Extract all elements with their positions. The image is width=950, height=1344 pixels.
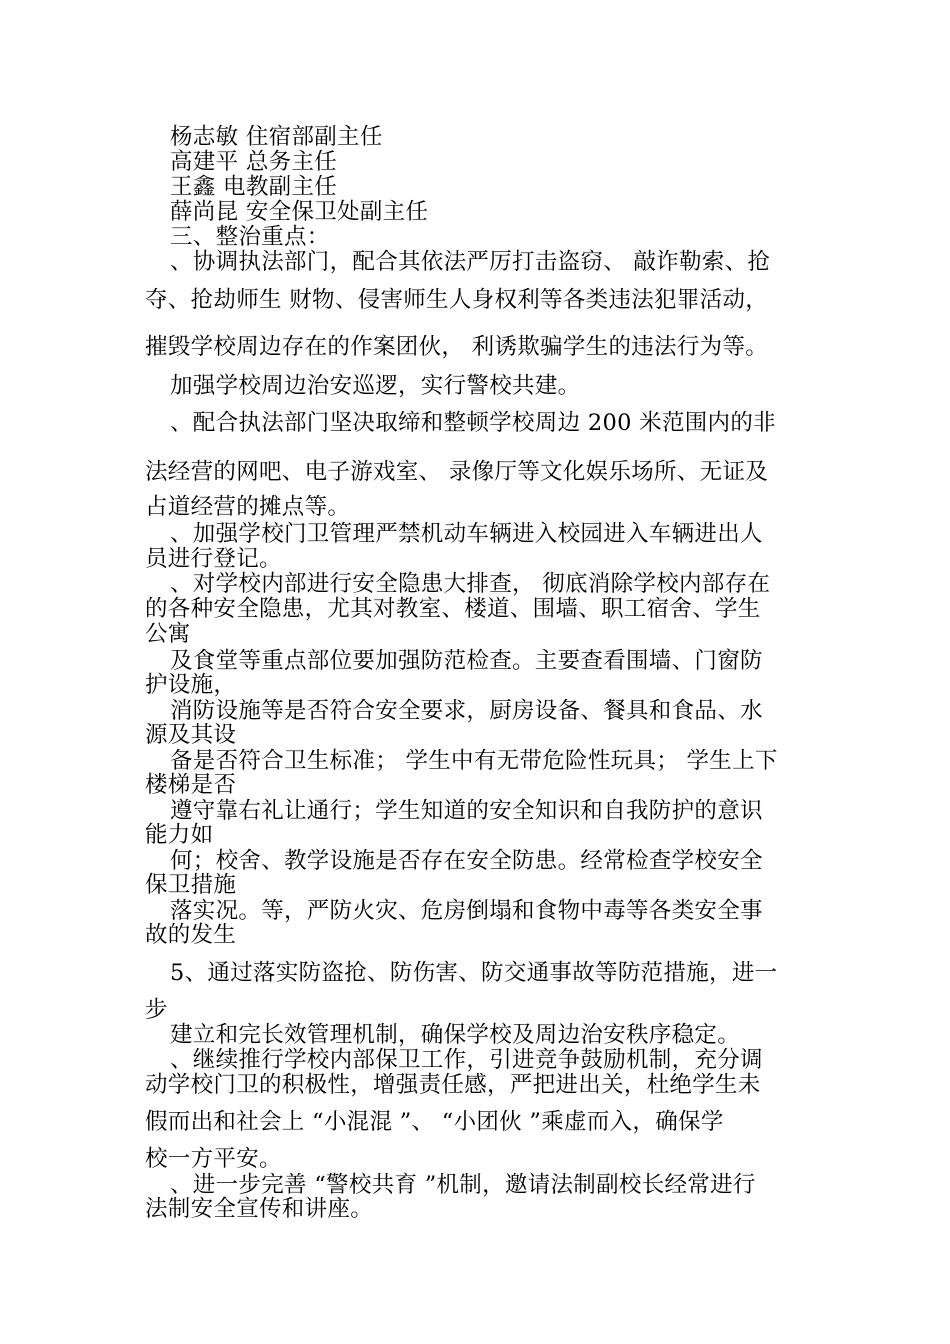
text-line: 护设施， — [145, 672, 237, 698]
text-line: 法经营的网吧、电子游戏室、 录像厅等文化娱乐场所、无证及 — [145, 459, 769, 485]
text-line: 王鑫 电教副主任 — [170, 174, 338, 200]
text-line: 校一方平安。 — [145, 1146, 282, 1172]
text-line: 薛尚昆 安全保卫处副主任 — [170, 199, 429, 225]
text-line: 、配合执法部门坚决取缔和整顿学校周边 200 米范围内的非 — [170, 410, 776, 436]
text-line: 员进行登记。 — [145, 546, 282, 572]
text-line: 备是否符合卫生标准； 学生中有无带危险性玩具； 学生上下 — [170, 748, 778, 774]
text-line: 加强学校周边治安巡逻，实行警校共建。 — [170, 373, 581, 399]
text-line: 建立和完长效管理机制，确保学校及周边治安秩序稳定。 — [170, 1022, 741, 1048]
text-line: 遵守靠右礼让通行；学生知道的安全知识和自我防护的意识 — [170, 798, 763, 824]
text-line: 5、通过落实防盗抢、防伤害、防交通事故等防范措施，进一 — [170, 960, 778, 986]
text-line: 杨志敏 住宿部副主任 — [170, 124, 383, 150]
text-line: 消防设施等是否符合安全要求，厨房设备、餐具和食品、水 — [170, 698, 763, 724]
text-line: 的各种安全隐患，尤其对教室、楼道、围墙、职工宿舍、学生 — [145, 596, 761, 622]
section-heading: 三、整治重点： — [170, 224, 330, 250]
text-line: 何；校舍、教学设施是否存在安全防患。经常检查学校安全 — [170, 848, 763, 874]
text-line: 、进一步完善 “警校共育 ”机制，邀请法制副校长经常进行 — [170, 1172, 756, 1198]
text-line: 、对学校内部进行安全隐患大排查， 彻底消除学校内部存在 — [170, 571, 771, 597]
text-line: 、继续推行学校内部保卫工作，引进竞争鼓励机制，充分调 — [170, 1047, 763, 1073]
text-line: 动学校门卫的积极性，增强责任感，严把进出关，杜绝学生未 — [145, 1072, 761, 1098]
text-line: 故的发生 — [145, 922, 237, 948]
text-line: 保卫措施 — [145, 872, 237, 898]
text-line: 摧毁学校周边存在的作案团伙， 利诱欺骗学生的违法行为等。 — [145, 334, 769, 360]
text-line: 步 — [145, 997, 168, 1023]
text-line: 、协调执法部门，配合其依法严厉打击盗窃、 敲诈勒索、抢 — [170, 249, 771, 275]
text-line: 占道经营的摊点等。 — [145, 494, 351, 520]
text-line: 落实况。等，严防火灾、危房倒塌和食物中毒等各类安全事 — [170, 898, 763, 924]
text-line: 法制安全宣传和讲座。 — [145, 1196, 374, 1222]
text-line: 能力如 — [145, 822, 214, 848]
text-line: 假而出和社会上 “小混混 ”、 “小团伙 ”乘虚而入，确保学 — [145, 1109, 724, 1135]
text-line: 楼梯是否 — [145, 772, 237, 798]
text-line: 高建平 总务主任 — [170, 149, 338, 175]
text-line: 及食堂等重点部位要加强防范检查。主要查看围墙、门窗防 — [170, 648, 763, 674]
text-line: 夺、抢劫师生 财物、侵害师生人身权利等各类违法犯罪活动， — [145, 287, 769, 313]
text-line: 、加强学校门卫管理严禁机动车辆进入校园进入车辆进出人 — [170, 521, 763, 547]
text-line: 公寓 — [145, 621, 191, 647]
text-line: 源及其设 — [145, 722, 237, 748]
